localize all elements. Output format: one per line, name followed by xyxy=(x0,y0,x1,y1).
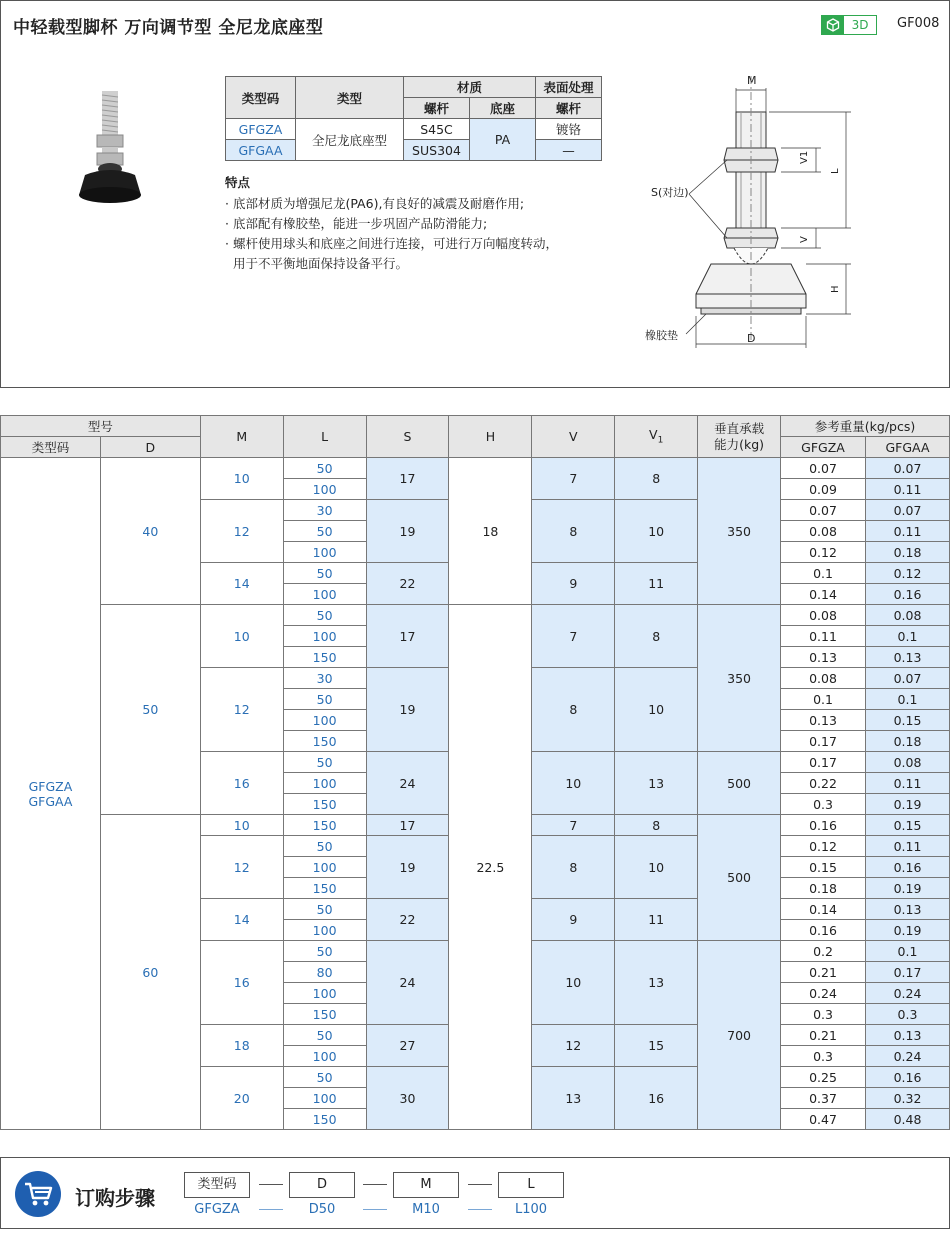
weight-gfgaa-cell: 0.15 xyxy=(865,815,949,836)
page-title: 中轻载型脚杯 万向调节型 全尼龙底座型 xyxy=(13,18,324,38)
order-box-l: L xyxy=(498,1172,564,1198)
m-cell: 14 xyxy=(200,899,283,941)
weight-gfgza-cell: 0.37 xyxy=(781,1088,866,1109)
order-example-type-code: GFGZA xyxy=(194,1202,240,1217)
weight-gfgza-cell: 0.21 xyxy=(781,962,866,983)
surface-cell: 镀铬 xyxy=(536,119,602,140)
table-row xyxy=(1,605,950,626)
header-material: 材质 xyxy=(404,77,536,98)
v1-cell: 10 xyxy=(615,500,698,563)
s-cell: 24 xyxy=(366,941,449,1025)
dim-d-label: D xyxy=(747,332,756,345)
l-cell: 50 xyxy=(283,1067,366,1088)
weight-gfgaa-cell: 0.19 xyxy=(865,878,949,899)
weight-gfgaa-cell: 0.12 xyxy=(865,563,949,584)
m-cell: 16 xyxy=(200,941,283,1025)
l-cell: 100 xyxy=(283,626,366,647)
feature-line: · 底部配有橡胶垫，能进一步巩固产品防滑能力; xyxy=(225,216,488,231)
v-cell: 8 xyxy=(532,668,615,752)
s-cell: 19 xyxy=(366,500,449,563)
header-v1: $V_1$ xyxy=(615,416,698,458)
weight-gfgza-cell: 0.12 xyxy=(781,542,866,563)
v-cell: 12 xyxy=(532,1025,615,1067)
weight-gfgaa-cell: 0.1 xyxy=(865,689,949,710)
d-cell: 60 xyxy=(100,815,200,1130)
features-title: 特点 xyxy=(225,175,251,190)
dim-m-label: M xyxy=(747,74,757,87)
order-box-m: M xyxy=(393,1172,459,1198)
m-cell: 10 xyxy=(200,458,283,500)
weight-gfgza-cell: 0.17 xyxy=(781,731,866,752)
v1-cell: 10 xyxy=(615,836,698,899)
header-s: S xyxy=(366,416,449,458)
l-cell: 150 xyxy=(283,878,366,899)
weight-gfgza-cell: 0.13 xyxy=(781,710,866,731)
d-cell: 40 xyxy=(100,458,200,605)
type-cell: 全尼龙底座型 xyxy=(296,119,404,161)
weight-gfgza-cell: 0.47 xyxy=(781,1109,866,1130)
order-dash xyxy=(259,1209,283,1210)
load-cell: 350 xyxy=(698,458,781,605)
load-cell: 700 xyxy=(698,941,781,1130)
l-cell: 100 xyxy=(283,920,366,941)
3d-model-button[interactable] xyxy=(821,15,877,35)
m-cell: 12 xyxy=(200,668,283,752)
s-cell: 19 xyxy=(366,836,449,899)
weight-gfgaa-cell: 0.1 xyxy=(865,626,949,647)
s-cell: 17 xyxy=(366,458,449,500)
weight-gfgaa-cell: 0.24 xyxy=(865,983,949,1004)
v1-cell: 15 xyxy=(615,1025,698,1067)
weight-gfgza-cell: 0.22 xyxy=(781,773,866,794)
order-dash xyxy=(468,1184,492,1185)
3d-label: 3D xyxy=(851,18,869,32)
weight-gfgza-cell: 0.1 xyxy=(781,689,866,710)
product-info-panel xyxy=(0,0,950,388)
weight-gfgza-cell: 0.07 xyxy=(781,458,866,479)
m-cell: 14 xyxy=(200,563,283,605)
weight-gfgza-cell: 0.18 xyxy=(781,878,866,899)
l-cell: 50 xyxy=(283,836,366,857)
h-cell: 18 xyxy=(449,458,532,605)
v1-cell: 8 xyxy=(615,458,698,500)
weight-gfgza-cell: 0.16 xyxy=(781,815,866,836)
dim-s-label: S(对边) xyxy=(651,186,689,199)
l-cell: 150 xyxy=(283,1109,366,1130)
product-photo xyxy=(71,87,161,217)
l-cell: 100 xyxy=(283,542,366,563)
weight-gfgaa-cell: 0.07 xyxy=(865,500,949,521)
s-cell: 17 xyxy=(366,815,449,836)
weight-gfgza-cell: 0.12 xyxy=(781,836,866,857)
l-cell: 30 xyxy=(283,668,366,689)
l-cell: 100 xyxy=(283,857,366,878)
type-code-cell: GFGAA xyxy=(226,140,296,161)
v1-cell: 11 xyxy=(615,899,698,941)
weight-gfgza-cell: 0.21 xyxy=(781,1025,866,1046)
l-cell: 100 xyxy=(283,710,366,731)
l-cell: 50 xyxy=(283,899,366,920)
type-code-value: GFGAA xyxy=(28,793,73,809)
v-cell: 7 xyxy=(532,605,615,668)
weight-gfgaa-cell: 0.18 xyxy=(865,731,949,752)
weight-gfgza-cell: 0.3 xyxy=(781,1046,866,1067)
weight-gfgza-cell: 0.3 xyxy=(781,1004,866,1025)
weight-gfgaa-cell: 0.1 xyxy=(865,941,949,962)
l-cell: 100 xyxy=(283,1046,366,1067)
weight-gfgaa-cell: 0.13 xyxy=(865,899,949,920)
type-code-cell: GFGZA xyxy=(226,119,296,140)
type-code-value: GFGZA xyxy=(28,778,73,794)
header-type: 类型 xyxy=(296,77,404,119)
m-cell: 18 xyxy=(200,1025,283,1067)
type-code-cell xyxy=(1,458,101,1130)
d-cell: 50 xyxy=(100,605,200,815)
cart-icon xyxy=(15,1171,61,1217)
m-cell: 10 xyxy=(200,605,283,668)
weight-gfgza-cell: 0.16 xyxy=(781,920,866,941)
order-box-d: D xyxy=(289,1172,355,1198)
m-cell: 12 xyxy=(200,836,283,899)
l-cell: 100 xyxy=(283,479,366,500)
s-cell: 22 xyxy=(366,563,449,605)
load-cell: 500 xyxy=(698,815,781,941)
technical-drawing xyxy=(641,66,871,356)
weight-gfgza-cell: 0.2 xyxy=(781,941,866,962)
order-title: 订购步骤 xyxy=(75,1186,155,1210)
weight-gfgaa-cell: 0.07 xyxy=(865,668,949,689)
weight-gfgaa-cell: 0.13 xyxy=(865,1025,949,1046)
weight-gfgza-cell: 0.15 xyxy=(781,857,866,878)
header-load: 垂直承载 能力(kg) xyxy=(698,416,781,458)
header-type-code: 类型码 xyxy=(226,77,296,119)
header-weight: 参考重量(kg/pcs) xyxy=(781,416,950,437)
l-cell: 30 xyxy=(283,500,366,521)
feature-line: · 螺杆使用球头和底座之间进行连接，可进行万向幅度转动， xyxy=(225,236,558,251)
weight-gfgaa-cell: 0.07 xyxy=(865,458,949,479)
screw-material-cell: S45C xyxy=(404,119,470,140)
weight-gfgza-cell: 0.25 xyxy=(781,1067,866,1088)
order-dash xyxy=(363,1209,387,1210)
v1-cell: 10 xyxy=(615,668,698,752)
header-weight-gfgaa: GFGAA xyxy=(865,437,949,458)
header-l: L xyxy=(283,416,366,458)
weight-gfgza-cell: 0.14 xyxy=(781,584,866,605)
v-cell: 7 xyxy=(532,458,615,500)
header-surface-screw: 螺杆 xyxy=(536,98,602,119)
s-cell: 19 xyxy=(366,668,449,752)
l-cell: 50 xyxy=(283,563,366,584)
s-cell: 30 xyxy=(366,1067,449,1130)
v-cell: 9 xyxy=(532,899,615,941)
header-type-code: 类型码 xyxy=(1,437,101,458)
s-cell: 24 xyxy=(366,752,449,815)
order-dash xyxy=(259,1184,283,1185)
header-h: H xyxy=(449,416,532,458)
screw-material-cell: SUS304 xyxy=(404,140,470,161)
weight-gfgza-cell: 0.17 xyxy=(781,752,866,773)
order-example-m: M10 xyxy=(412,1202,440,1217)
l-cell: 50 xyxy=(283,1025,366,1046)
weight-gfgaa-cell: 0.3 xyxy=(865,1004,949,1025)
weight-gfgza-cell: 0.08 xyxy=(781,521,866,542)
l-cell: 50 xyxy=(283,605,366,626)
weight-gfgaa-cell: 0.08 xyxy=(865,605,949,626)
weight-gfgaa-cell: 0.11 xyxy=(865,773,949,794)
v-cell: 10 xyxy=(532,941,615,1025)
features xyxy=(225,173,558,274)
v-cell: 7 xyxy=(532,815,615,836)
weight-gfgza-cell: 0.08 xyxy=(781,668,866,689)
l-cell: 150 xyxy=(283,731,366,752)
order-example-l: L100 xyxy=(514,1202,548,1217)
header-screw: 螺杆 xyxy=(404,98,470,119)
order-steps xyxy=(0,1157,950,1229)
dim-v1-label: V1 xyxy=(799,150,810,164)
spec-table xyxy=(0,415,950,1130)
l-cell: 80 xyxy=(283,962,366,983)
s-cell: 17 xyxy=(366,605,449,668)
weight-gfgaa-cell: 0.13 xyxy=(865,647,949,668)
l-cell: 100 xyxy=(283,773,366,794)
weight-gfgza-cell: 0.08 xyxy=(781,605,866,626)
surface-cell: — xyxy=(536,140,602,161)
weight-gfgza-cell: 0.09 xyxy=(781,479,866,500)
dim-h-label: H xyxy=(830,285,841,293)
s-cell: 22 xyxy=(366,899,449,941)
v1-cell: 13 xyxy=(615,752,698,815)
v1-cell: 16 xyxy=(615,1067,698,1130)
weight-gfgaa-cell: 0.11 xyxy=(865,479,949,500)
l-cell: 150 xyxy=(283,815,366,836)
h-cell: 22.5 xyxy=(449,605,532,1130)
l-cell: 150 xyxy=(283,647,366,668)
l-cell: 100 xyxy=(283,983,366,1004)
l-cell: 150 xyxy=(283,794,366,815)
material-table xyxy=(225,76,602,161)
m-cell: 16 xyxy=(200,752,283,815)
v1-cell: 13 xyxy=(615,941,698,1025)
load-cell: 500 xyxy=(698,752,781,815)
v-cell: 8 xyxy=(532,836,615,899)
weight-gfgaa-cell: 0.11 xyxy=(865,521,949,542)
weight-gfgaa-cell: 0.32 xyxy=(865,1088,949,1109)
weight-gfgaa-cell: 0.19 xyxy=(865,920,949,941)
weight-gfgza-cell: 0.3 xyxy=(781,794,866,815)
m-cell: 10 xyxy=(200,815,283,836)
feature-line: 用于不平衡地面保持设备平行。 xyxy=(225,256,408,271)
v-cell: 9 xyxy=(532,563,615,605)
load-cell: 350 xyxy=(698,605,781,752)
weight-gfgza-cell: 0.1 xyxy=(781,563,866,584)
v-cell: 8 xyxy=(532,500,615,563)
order-example-d: D50 xyxy=(308,1202,336,1217)
weight-gfgza-cell: 0.14 xyxy=(781,899,866,920)
feature-line: · 底部材质为增强尼龙(PA6),有良好的减震及耐磨作用; xyxy=(225,196,525,211)
l-cell: 50 xyxy=(283,689,366,710)
l-cell: 50 xyxy=(283,458,366,479)
header-m: M xyxy=(200,416,283,458)
v-cell: 13 xyxy=(532,1067,615,1130)
weight-gfgza-cell: 0.13 xyxy=(781,647,866,668)
weight-gfgza-cell: 0.11 xyxy=(781,626,866,647)
weight-gfgaa-cell: 0.19 xyxy=(865,794,949,815)
l-cell: 150 xyxy=(283,1004,366,1025)
weight-gfgaa-cell: 0.11 xyxy=(865,836,949,857)
dim-v-label: V xyxy=(799,236,810,243)
weight-gfgaa-cell: 0.16 xyxy=(865,584,949,605)
header-v: V xyxy=(532,416,615,458)
weight-gfgaa-cell: 0.15 xyxy=(865,710,949,731)
header-weight-gfgza: GFGZA xyxy=(781,437,866,458)
weight-gfgaa-cell: 0.08 xyxy=(865,752,949,773)
weight-gfgaa-cell: 0.48 xyxy=(865,1109,949,1130)
table-row xyxy=(1,458,950,479)
s-cell: 27 xyxy=(366,1025,449,1067)
dim-l-label: L xyxy=(830,168,841,174)
l-cell: 50 xyxy=(283,521,366,542)
weight-gfgaa-cell: 0.18 xyxy=(865,542,949,563)
cube-icon xyxy=(822,16,844,34)
v1-cell: 8 xyxy=(615,605,698,668)
order-box-type-code: 类型码 xyxy=(184,1172,250,1198)
m-cell: 12 xyxy=(200,500,283,563)
weight-gfgaa-cell: 0.24 xyxy=(865,1046,949,1067)
v1-cell: 8 xyxy=(615,815,698,836)
header-base: 底座 xyxy=(470,98,536,119)
order-dash xyxy=(363,1184,387,1185)
m-cell: 20 xyxy=(200,1067,283,1130)
weight-gfgaa-cell: 0.16 xyxy=(865,857,949,878)
l-cell: 50 xyxy=(283,941,366,962)
order-dash xyxy=(468,1209,492,1210)
l-cell: 100 xyxy=(283,1088,366,1109)
l-cell: 50 xyxy=(283,752,366,773)
product-code: GF008 xyxy=(897,16,940,31)
base-material-cell: PA xyxy=(470,119,536,161)
weight-gfgza-cell: 0.24 xyxy=(781,983,866,1004)
weight-gfgaa-cell: 0.16 xyxy=(865,1067,949,1088)
header-surface: 表面处理 xyxy=(536,77,602,98)
rubber-pad-label: 橡胶垫 xyxy=(645,329,678,342)
header-model: 型号 xyxy=(1,416,201,437)
l-cell: 100 xyxy=(283,584,366,605)
header-d: D xyxy=(100,437,200,458)
weight-gfgza-cell: 0.07 xyxy=(781,500,866,521)
v-cell: 10 xyxy=(532,752,615,815)
weight-gfgaa-cell: 0.17 xyxy=(865,962,949,983)
v1-cell: 11 xyxy=(615,563,698,605)
